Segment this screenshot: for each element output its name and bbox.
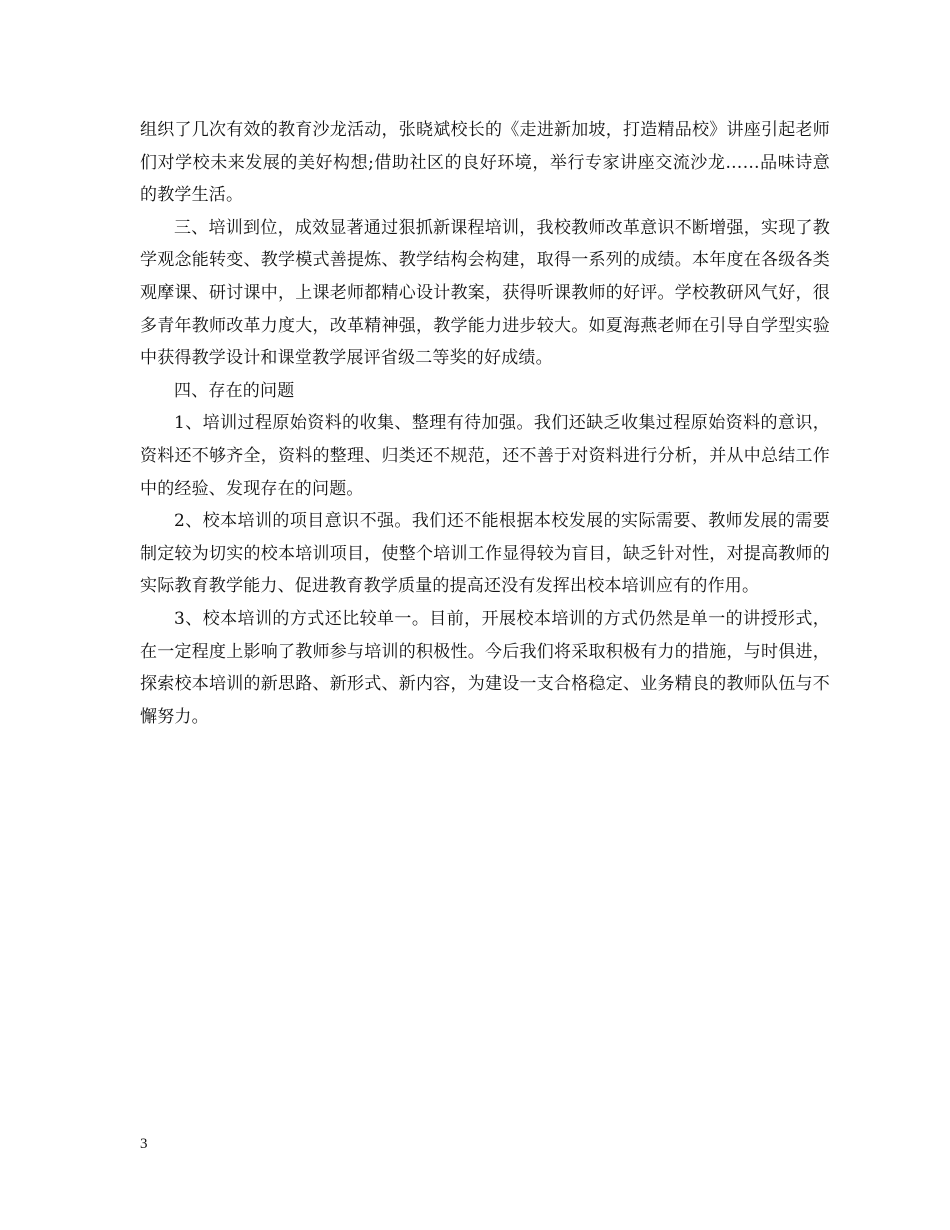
paragraph-problem-two: 2、校本培训的项目意识不强。我们还不能根据本校发展的实际需要、教师发展的需要制定较为切实的校本培训项目，使整个培训工作显得较为盲目，缺乏针对性，对提高教师的实际教育教学能力、促进教育教学质量的提高还没有发挥出校本培训应有的作用。 [140, 511, 830, 597]
paragraph-section-three-results: 三、培训到位，成效显著通过狠抓新课程培训，我校教师改革意识不断增强，实现了教学观念能转变、教学模式善提炼、教学结构会构建，取得一系列的成绩。本年度在各级各类观摩课、研讨课中，上课老师都精心设计教案，获得听课教师的好评。学校教研风气好，很多青年教师改革力度大，改革精神强，教学能力进步较大。如夏海燕老师在引导自学型实验中获得教学设计和课堂教学展评省级二等奖的好成绩。 [140, 217, 830, 369]
paragraph-continued-salon-activities: 组织了几次有效的教育沙龙活动，张晓斌校长的《走进新加坡，打造精品校》讲座引起老师们对学校未来发展的美好构想;借助社区的良好环境，举行专家讲座交流沙龙……品味诗意的教学生活。 [140, 120, 830, 206]
page-number: 3 [140, 1136, 148, 1152]
heading-section-four-problems: 四、存在的问题 [174, 380, 295, 401]
paragraph-problem-one: 1、培训过程原始资料的收集、整理有待加强。我们还缺乏收集过程原始资料的意识，资料还不够齐全，资料的整理、归类还不规范，还不善于对资料进行分析，并从中总结工作中的经验、发现存在的问题。 [140, 413, 830, 499]
document-body [140, 114, 830, 733]
paragraph-problem-three: 3、校本培训的方式还比较单一。目前，开展校本培训的方式仍然是单一的讲授形式，在一定程度上影响了教师参与培训的积极性。今后我们将采取积极有力的措施，与时俱进，探索校本培训的新思路、新形式、新内容，为建设一支合格稳定、业务精良的教师队伍与不懈努力。 [140, 608, 830, 727]
